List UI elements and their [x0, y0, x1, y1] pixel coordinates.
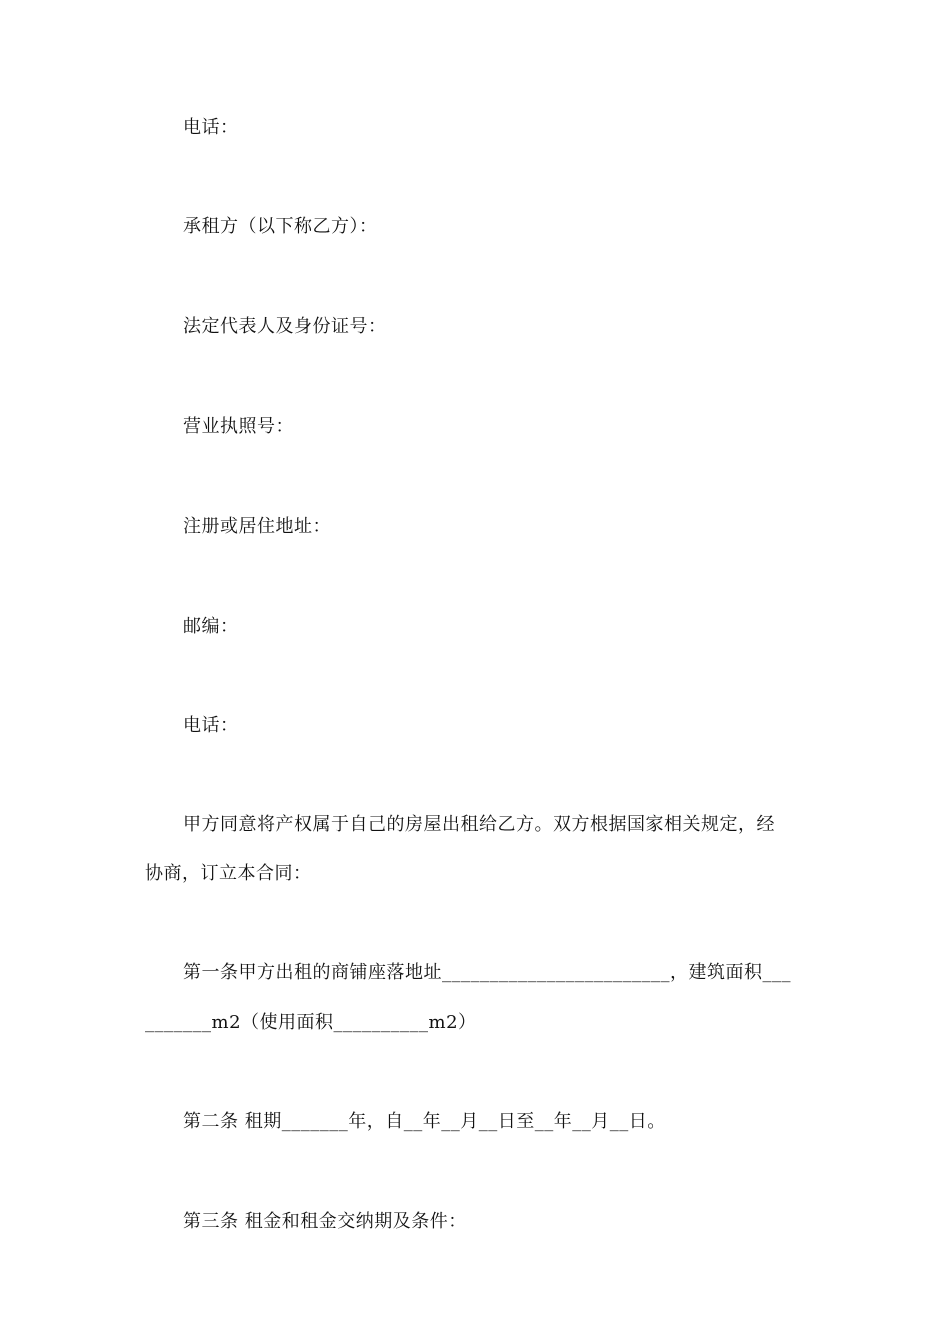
phone-label-lessor: 电话：: [183, 117, 239, 138]
registered-address-label: 注册或居住地址：: [183, 516, 331, 537]
article-1-line-2: _______m2（使用面积__________m2）: [145, 1012, 477, 1033]
postcode-label: 邮编：: [183, 616, 239, 637]
agreement-paragraph-line-1: 甲方同意将产权属于自己的房屋出租给乙方。双方根据国家相关规定，经: [183, 814, 775, 835]
lessee-label: 承租方（以下称乙方）：: [183, 216, 378, 237]
article-1-line-1: 第一条甲方出租的商铺座落地址________________________，建筑面积___: [183, 962, 791, 983]
legal-representative-label: 法定代表人及身份证号：: [183, 316, 387, 337]
phone-label-lessee: 电话：: [183, 715, 239, 736]
article-2: 第二条 租期_______年，自__年__月__日至__年__月__日。: [183, 1111, 666, 1132]
article-3: 第三条 租金和租金交纳期及条件：: [183, 1211, 467, 1232]
agreement-paragraph-line-2: 协商，订立本合同：: [145, 863, 312, 884]
business-license-label: 营业执照号：: [183, 416, 294, 437]
